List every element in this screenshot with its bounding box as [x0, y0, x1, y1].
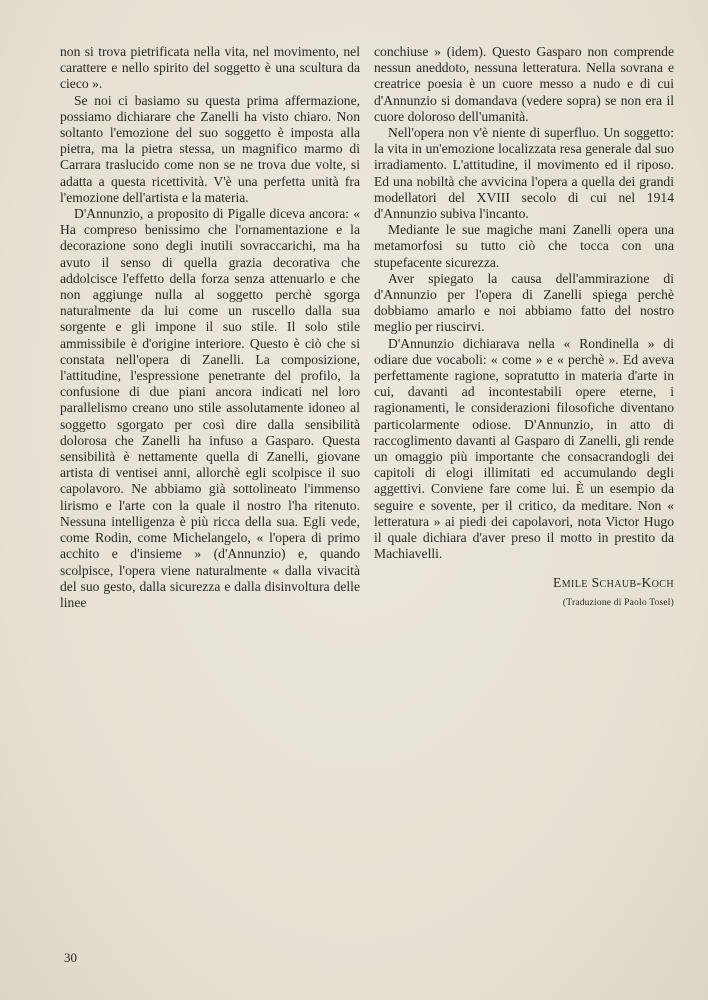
paragraph: conchiuse » (idem). Questo Gasparo non comprende nessun aneddoto, nessuna letteratura. Nella sovrana e creatrice poesia è un cuore messo a nudo e di cui d'Annunzio si domandava (vedere sopra) se non era il cuore doloroso dell'umanità.: [374, 44, 674, 124]
right-column: [374, 44, 674, 611]
paragraph: D'Annunzio, a proposito di Pigalle diceva ancora: « Ha compreso benissimo che l'ornamentazione e la decorazione sono degli inutili sovraccarichi, ma ha avuto il senso di quella grazia decorativa che addolcisce l'effetto della forza senza attenuarlo e che non aggiunge nulla al soggetto perchè sgorga naturalmente da lui come un ruscello dalla sua sorgente e gli impone il suo stile. Il solo stile ammissibile è d'origine interiore. Questo è ciò che si constata nell'opera di Zanelli. La composizione, l'attitudine, l'espressione penetrante del profilo, la confusione di due piani ancora indicati nel loro parallelismo creano uno stile assolutamente idoneo al soggetto sgorgato per così dire dalla sensibilità dolorosa che Zanelli ha infuso a Gasparo. Questa sensibilità è nettamente quella di Zanelli, giovane artista di ventisei anni, allorchè egli scolpisce il suo capolavoro. Ne abbiamo già sottolineato l'immenso lirismo e l'arte con la quale il nostro l'ha ritenuto. Nessuna intelligenza è più ricca della sua. Egli vede, come Rodin, come Michelangelo, « l'opera di primo acchito e d'insieme » (d'Annunzio) e, quando scolpisce, l'opera viene naturalmente « dalla vivacità del suo gesto, dalla sicurezza e dalla disinvoltura delle linee: [60, 206, 360, 610]
paragraph: Aver spiegato la causa dell'ammirazione di d'Annunzio per l'opera di Zanelli spiega perchè dobbiamo amarlo e noi abbiamo fatto del nostro meglio per riuscirvi.: [374, 270, 674, 335]
paragraph: Se noi ci basiamo su questa prima affermazione, possiamo dichiarare che Zanelli ha visto chiaro. Non soltanto l'emozione del suo soggetto è imposta alla pietra, ma la pietra stessa, un magnifico marmo di Carrara traslucido come non se ne trova due volte, si adatta a questa ricettività. V'è una perfetta unità fra l'emozione dell'artista e la materia.: [60, 92, 360, 205]
left-column: [60, 44, 360, 611]
paragraph: D'Annunzio dichiarava nella « Rondinella » di odiare due vocaboli: « come » e « perchè ». Ed aveva perfettamente ragione, sopratutto in materia d'arte in cui, davanti ad incontestabili opere eterne, i ragionamenti, le considerazioni filosofiche diventano particolarmente odiose. D'Annunzio, in atto di raccoglimento davanti al Gasparo di Zanelli, gli rende un omaggio più importante che consacrandogli dei capitoli di elogi illimitati ed accumulando degli aggettivi. Conviene fare come lui. È un esempio da seguire e sovente, per il critico, da meditare. Non « letteratura » ai piedi dei capolavori, nota Victor Hugo il quale dichiara d'aver preso il motto in prestito da Machiavelli.: [374, 335, 674, 562]
paragraph: non si trova pietrificata nella vita, nel movimento, nel carattere e nello spirito del soggetto è una scultura da cieco ».: [60, 44, 360, 92]
paragraph: Mediante le sue magiche mani Zanelli opera una metamorfosi su tutto ciò che tocca con una stupefacente sicurezza.: [374, 222, 674, 270]
page-number: 30: [64, 950, 77, 965]
paragraph: Nell'opera non v'è niente di superfluo. Un soggetto: la vita in un'emozione localizzata resa generale dal suo irradiamento. L'attitudine, il movimento ed il riposo. Ed una nobiltà che avvicina l'opera a quella dei grandi modellatori del XVIII secolo di cui nel 1914 d'Annunzio subiva l'incanto.: [374, 125, 674, 222]
translation-credit: (Traduzione di Paolo Tosel): [562, 597, 674, 608]
author-signature: Emile Schaub-Koch: [553, 574, 674, 590]
